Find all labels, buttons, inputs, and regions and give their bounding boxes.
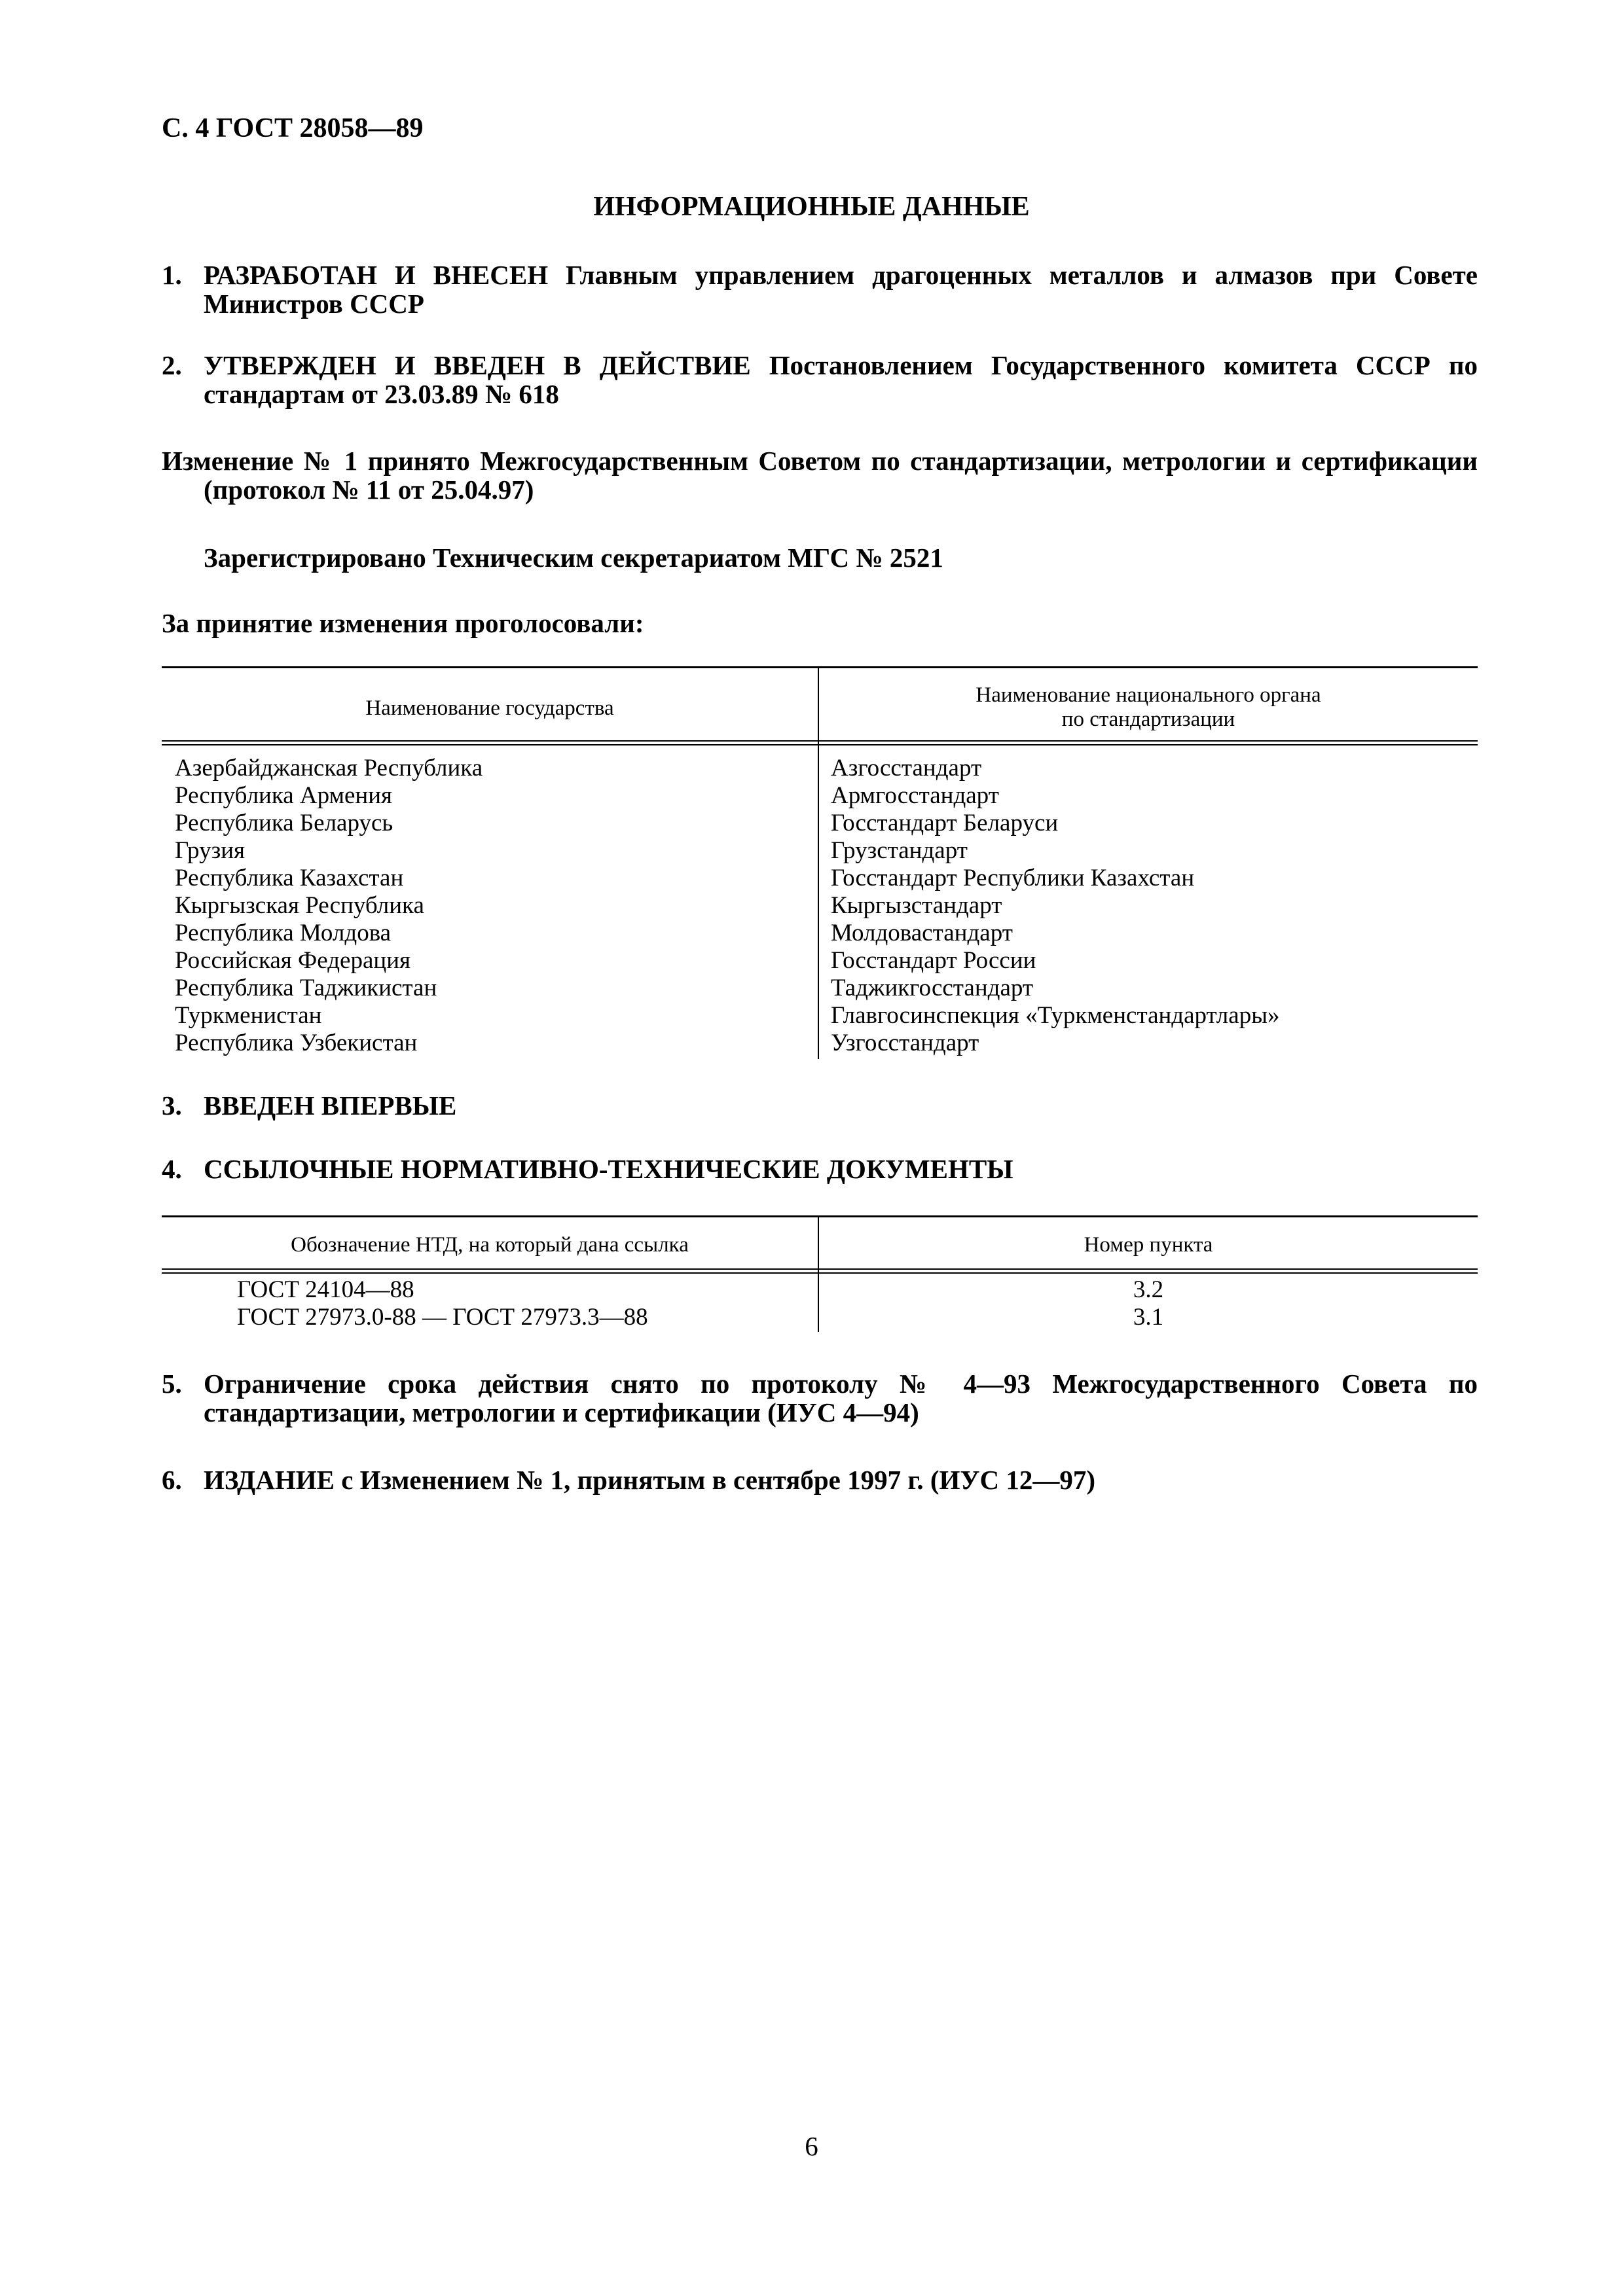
- table-row-state: Республика Беларусь: [175, 810, 393, 836]
- item-4: [162, 1153, 1013, 1185]
- table-row-body: Узгосстандарт: [831, 1030, 979, 1056]
- table-row-state: Туркменистан: [175, 1002, 322, 1029]
- item-5: [162, 1369, 1478, 1427]
- table-row-state: Республика Таджикистан: [175, 975, 437, 1001]
- table-row-doc: ГОСТ 24104—88: [237, 1276, 414, 1303]
- table-row-body: Армгосстандарт: [831, 782, 999, 809]
- states-list: [175, 755, 483, 1057]
- states-header-rule-1: [162, 740, 1478, 742]
- refs-table-top-rule: [162, 1215, 1478, 1217]
- item-3-text: ВВЕДЕН ВПЕРВЫЕ: [204, 1090, 457, 1121]
- states-header-rule-2: [162, 744, 1478, 745]
- table-row-clause: 3.2: [1133, 1276, 1164, 1303]
- states-col-header-body: [819, 683, 1478, 732]
- page-header: С. 4 ГОСТ 28058—89: [162, 113, 424, 143]
- table-row-body: Азгосстандарт: [831, 755, 982, 781]
- table-row-state: Республика Армения: [175, 782, 393, 809]
- item-3: [162, 1090, 456, 1121]
- table-row-body: Кыргызстандарт: [831, 892, 1002, 919]
- amendment-note: Изменение № 1 принято Межгосударственным Советом по стандартизации, метрологии и сертификации (протокол № 11 от 25.04.97): [162, 446, 1478, 505]
- item-1-text: РАЗРАБОТАН И ВНЕСЕН Главным управлением драгоценных металлов и алмазов при Совете Министров СССР: [204, 260, 1478, 319]
- refs-clause-list: [819, 1276, 1478, 1331]
- refs-col-header-clause: Номер пункта: [1084, 1233, 1213, 1257]
- table-row-body: Госстандарт России: [831, 947, 1036, 974]
- table-row-body: Молдовастандарт: [831, 920, 1013, 946]
- bodies-list: [831, 755, 1280, 1057]
- item-6-number: 6.: [162, 1465, 182, 1495]
- table-row-body: Госстандарт Республики Казахстан: [831, 865, 1195, 891]
- states-table-top-rule: [162, 666, 1478, 668]
- table-row-state: Республика Узбекистан: [175, 1030, 418, 1056]
- table-row-body: Госстандарт Беларуси: [831, 810, 1059, 836]
- refs-col-header-doc: Обозначение НТД, на который дана ссылка: [291, 1233, 689, 1257]
- table-row-state: Грузия: [175, 837, 246, 864]
- table-row-state: Кыргызская Республика: [175, 892, 424, 919]
- table-row-state: Российская Федерация: [175, 947, 411, 974]
- item-6: [162, 1464, 1095, 1496]
- table-row-clause: 3.1: [1133, 1304, 1164, 1331]
- refs-header-rule-1: [162, 1268, 1478, 1270]
- states-col-header-body-line1: Наименование национального органа: [976, 683, 1321, 707]
- item-5-text: Ограничение срока действия снято по протоколу № 4—93 Межгосударственного Совета по стандартизации, метрологии и сертификации (ИУС 4—94): [204, 1369, 1478, 1427]
- item-6-text: ИЗДАНИЕ с Изменением № 1, принятым в сентябре 1997 г. (ИУС 12—97): [204, 1465, 1095, 1495]
- document-title: ИНФОРМАЦИОННЫЕ ДАННЫЕ: [593, 192, 1030, 222]
- item-2: [162, 351, 1478, 408]
- table-row-doc: ГОСТ 27973.0-88 — ГОСТ 27973.3—88: [237, 1304, 648, 1331]
- table-row-state: Азербайджанская Республика: [175, 755, 483, 781]
- states-col-header-state: Наименование государства: [365, 696, 614, 720]
- voted-heading: За принятие изменения проголосовали:: [162, 608, 644, 638]
- page-number: 6: [805, 2131, 818, 2161]
- item-4-number: 4.: [162, 1154, 182, 1184]
- table-row-state: Республика Казахстан: [175, 865, 404, 891]
- states-col-header-body-line2: по стандартизации: [1061, 708, 1235, 731]
- item-4-text: ССЫЛОЧНЫЕ НОРМАТИВНО-ТЕХНИЧЕСКИЕ ДОКУМЕНТЫ: [204, 1154, 1013, 1184]
- refs-doc-list: [237, 1276, 648, 1331]
- registration-note: Зарегистрировано Техническим секретариатом МГС № 2521: [204, 543, 943, 573]
- item-3-number: 3.: [162, 1090, 182, 1121]
- table-row-body: Грузстандарт: [831, 837, 968, 864]
- refs-header-rule-2: [162, 1272, 1478, 1274]
- item-2-number: 2.: [162, 350, 182, 380]
- table-row-body: Главгосинспекция «Туркменстандартлары»: [831, 1002, 1280, 1029]
- table-row-state: Республика Молдова: [175, 920, 392, 946]
- item-5-number: 5.: [162, 1369, 182, 1399]
- item-2-text: УТВЕРЖДЕН И ВВЕДЕН В ДЕЙСТВИЕ Постановлением Государственного комитета СССР по стандартам от 23.03.89 № 618: [204, 350, 1478, 409]
- item-1: [162, 260, 1478, 318]
- item-1-number: 1.: [162, 260, 182, 290]
- table-row-body: Таджикгосстандарт: [831, 975, 1034, 1001]
